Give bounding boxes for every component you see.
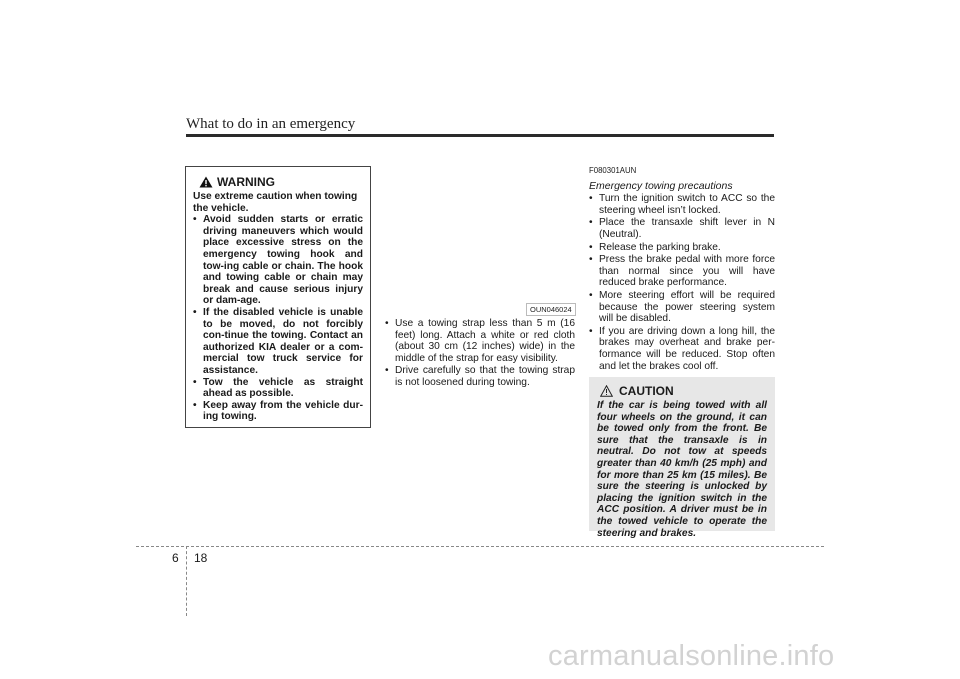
precaution-item: • More steering effort will be required because the power steering system will be disabled. — [589, 290, 775, 325]
instruction-item: • Use a towing strap less than 5 m (16 feet) long. Attach a white or red cloth (about 30 cm (12 inches) wide) in the middle of the strap for easy visibility. — [385, 318, 575, 364]
caution-box — [589, 377, 775, 539]
precaution-item: • Release the parking brake. — [589, 242, 775, 254]
caution-text: If the car is being towed with all four wheels on the ground, it can be towed only from the front. Be sure that the transaxle is in neutral. Do not tow at speeds greater than 40 km/h (25 mph) and for more than 25 km (15 miles). Be sure the steering is unlocked by placing the ignition switch in the ACC position. A driver must be in the towed vehicle to operate the steering and brakes. — [597, 400, 767, 539]
towing-precautions-section — [589, 165, 775, 373]
warning-item: • Avoid sudden starts or erratic driving maneuvers which would place excessive stress on the emergency towing hook and tow-ing cable or chain. The hook and towing cable or chain may break and cause serious injury or dam-age. — [193, 214, 363, 307]
warning-item: • Tow the vehicle as straight ahead as possible. — [193, 377, 363, 400]
caution-icon — [600, 385, 613, 397]
precaution-item: • Press the brake pedal with more force than normal since you will have reduced brake performance. — [589, 254, 775, 289]
warning-header — [199, 175, 363, 189]
warning-intro: Use extreme caution when towing the vehicle. — [193, 191, 358, 214]
watermark: carmanualsonline.info — [548, 640, 835, 672]
warning-title: WARNING — [217, 175, 275, 189]
footer-divider — [186, 546, 187, 616]
figure-code-label: OUN046024 — [526, 303, 576, 316]
chapter-number: 6 — [172, 551, 179, 565]
section-code: F080301AUN — [589, 166, 637, 175]
page-header-title: What to do in an emergency — [186, 116, 356, 132]
precaution-item: • Turn the ignition switch to ACC so the steering wheel isn’t locked. — [589, 193, 775, 216]
page-number: 18 — [194, 551, 208, 565]
warning-item: • If the disabled vehicle is unable to be moved, do not forcibly con-tinue the towing. Contact an authorized KIA dealer or a com-mercial tow truck service for assistance. — [193, 307, 363, 377]
warning-icon — [199, 176, 213, 188]
caution-header — [600, 384, 767, 398]
section-title: Emergency towing precautions — [589, 179, 733, 192]
warning-box — [185, 166, 371, 428]
header-rule — [186, 134, 774, 137]
precaution-item: • If you are driving down a long hill, the brakes may overheat and brake per-formance will be reduced. Stop often and let the brakes cool off. — [589, 326, 775, 372]
warning-item: • Keep away from the vehicle dur-ing towing. — [193, 400, 363, 423]
footer-rule — [136, 546, 824, 547]
caution-title: CAUTION — [619, 384, 674, 398]
towing-strap-instructions — [385, 318, 575, 390]
warning-list — [193, 214, 363, 423]
precaution-item: • Place the transaxle shift lever in N (Neutral). — [589, 217, 775, 240]
instruction-item: • Drive carefully so that the towing strap is not loosened during towing. — [385, 365, 575, 388]
